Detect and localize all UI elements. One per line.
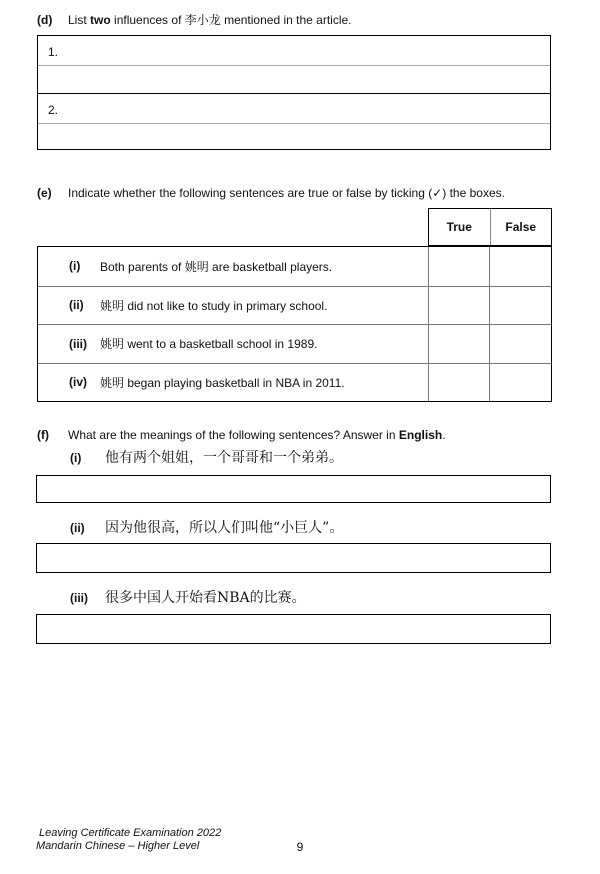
false-checkbox-ii[interactable] — [489, 287, 550, 325]
answer-slot-2-number: 2. — [48, 103, 59, 117]
question-e-label: (e) — [37, 186, 52, 200]
answer-slot-1-number: 1. — [48, 45, 59, 59]
footer-exam-title: Leaving Certificate Examination 2022 — [39, 827, 222, 839]
answer-box-f-iii[interactable] — [36, 614, 551, 644]
table-row-ii — [38, 286, 551, 325]
statement-cell-ii — [38, 287, 428, 325]
question-d-answer-table — [37, 35, 551, 150]
question-f-heading — [37, 428, 577, 443]
true-checkbox-i[interactable] — [428, 247, 489, 286]
sentence-item-i — [70, 451, 550, 466]
row-iii-label: (iii) — [69, 336, 87, 351]
row-iv-label: (iv) — [69, 375, 87, 390]
statement-cell-i — [38, 247, 428, 286]
row-iv-text: 姚明 began playing basketball in NBA in 2011. — [100, 375, 345, 390]
sentence-iii-label: (iii) — [70, 591, 88, 605]
question-d-heading — [37, 13, 557, 28]
table-row-iv — [38, 363, 551, 402]
answer-line-1[interactable] — [38, 36, 550, 66]
true-false-table — [37, 246, 552, 402]
answer-line-2-extra[interactable] — [38, 124, 550, 150]
question-e-prompt: Indicate whether the following sentences are true or false by ticking (✓) the boxes. — [68, 186, 505, 200]
row-i-text: Both parents of 姚明 are basketball players. — [100, 259, 333, 274]
sentence-i-label: (i) — [70, 451, 82, 465]
row-ii-text: 姚明 did not like to study in primary school. — [100, 298, 328, 313]
answer-line-1-extra[interactable] — [38, 66, 550, 92]
true-false-header — [428, 208, 552, 246]
question-d-prompt-mid: influences of — [110, 13, 185, 27]
question-d-prompt-chinese-name: 李小龙 — [184, 13, 221, 27]
question-d-prompt-post: mentioned in the article. — [220, 13, 352, 27]
true-checkbox-iii[interactable] — [428, 325, 489, 363]
table-row-iii — [38, 324, 551, 363]
question-f-prompt-bold: English — [398, 428, 443, 442]
table-row-i — [38, 247, 551, 286]
answer-box-f-i[interactable] — [36, 475, 551, 503]
false-checkbox-iii[interactable] — [489, 325, 550, 363]
row-i-label: (i) — [69, 259, 81, 274]
answer-slot-1[interactable] — [38, 36, 550, 94]
statement-cell-iii — [38, 325, 428, 363]
question-f-prompt-pre: What are the meanings of the following sentences? Answer in — [68, 428, 399, 442]
true-column-header: True — [446, 220, 472, 234]
sentence-i-text: 他有两个姐姐，一个哥哥和一个弟弟。 — [105, 450, 343, 466]
question-e-heading — [37, 186, 577, 201]
true-checkbox-iv[interactable] — [428, 364, 489, 402]
false-checkbox-iv[interactable] — [489, 364, 550, 402]
question-d-prompt-pre: List — [68, 13, 91, 27]
page-number: 9 — [296, 840, 304, 854]
answer-box-f-ii[interactable] — [36, 543, 551, 573]
question-f-prompt-post: . — [442, 428, 446, 442]
answer-line-2[interactable] — [38, 94, 550, 124]
false-checkbox-i[interactable] — [489, 247, 550, 286]
statement-cell-iv — [38, 364, 428, 402]
question-f-prompt — [68, 428, 446, 443]
row-iii-text: 姚明 went to a basketball school in 1989. — [100, 337, 318, 352]
sentence-ii-text: 因为他很高，所以人们叫他“小巨人”。 — [105, 520, 344, 536]
row-ii-label: (ii) — [69, 298, 84, 313]
sentence-iii-text: 很多中国人开始看NBA的比赛。 — [105, 590, 306, 606]
true-checkbox-ii[interactable] — [428, 287, 489, 325]
question-d-label: (d) — [37, 13, 53, 27]
footer-subject-level: Mandarin Chinese – Higher Level — [36, 840, 200, 852]
sentence-item-iii — [70, 591, 550, 606]
sentence-ii-label: (ii) — [70, 521, 85, 535]
false-column-header: False — [490, 209, 552, 245]
sentence-item-ii — [70, 521, 550, 536]
answer-slot-2[interactable] — [38, 94, 550, 149]
question-f-label: (f) — [37, 428, 49, 442]
question-d-prompt — [68, 13, 352, 28]
question-d-prompt-bold: two — [90, 13, 111, 27]
